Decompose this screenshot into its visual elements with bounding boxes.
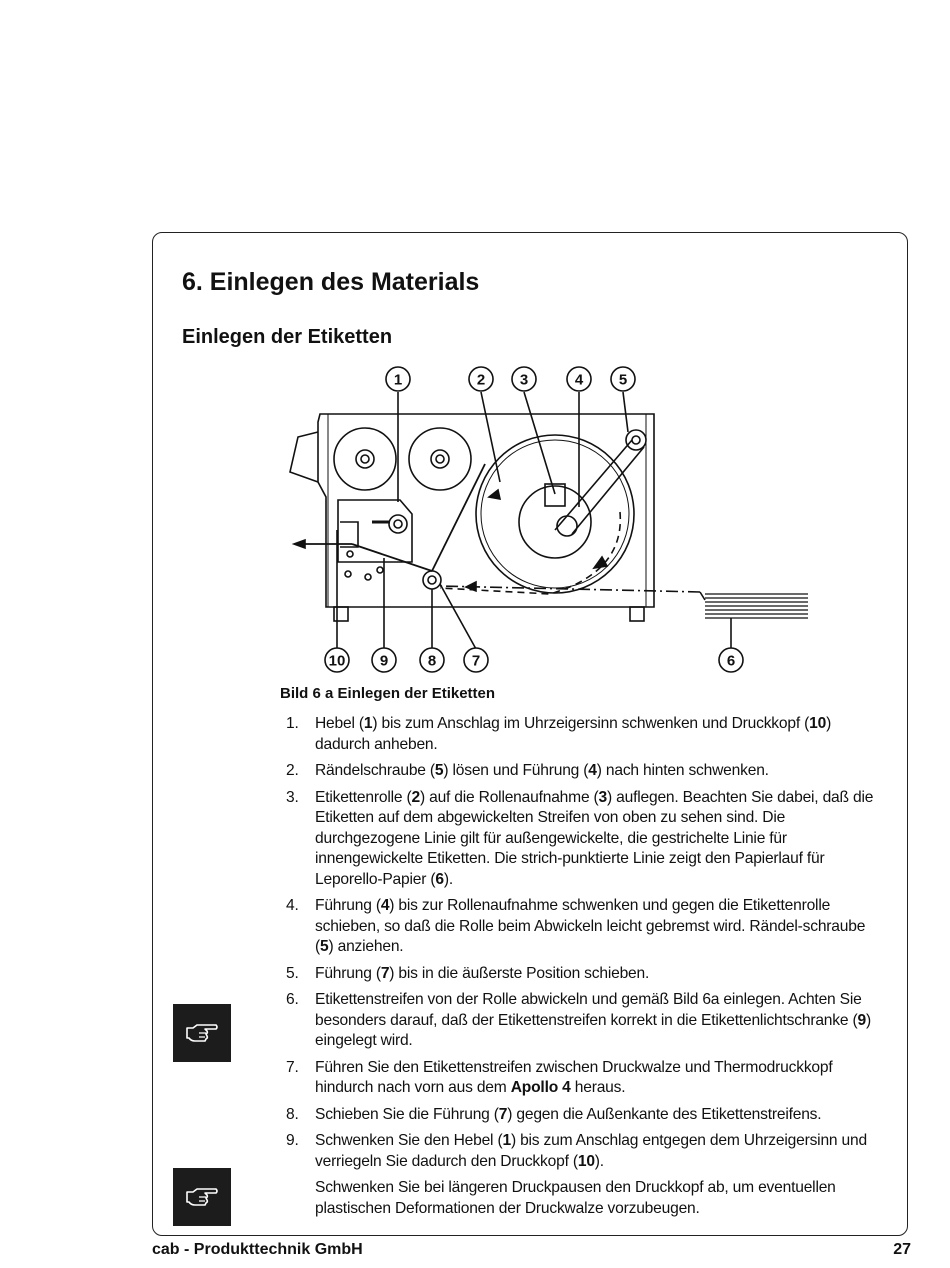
step-number: 5. — [286, 964, 299, 982]
step-number: 1. — [286, 715, 299, 732]
step-text: Führung (7) bis in die äußerste Position schieben. — [315, 964, 650, 982]
page-number: 27 — [893, 1241, 911, 1258]
svg-text:3: 3 — [519, 371, 529, 389]
step-number: 6. — [286, 991, 299, 1008]
callout-2 — [469, 367, 493, 391]
pointing-hand-icon — [173, 1168, 231, 1226]
step-number: 3. — [286, 788, 299, 806]
callout-5 — [611, 367, 635, 391]
svg-text:2: 2 — [476, 371, 486, 389]
svg-text:10: 10 — [328, 652, 346, 670]
svg-text:4: 4 — [574, 371, 584, 389]
step-text: Schieben Sie die Führung (7) gegen die Außenkante des Etikettenstreifens. — [315, 1105, 822, 1123]
svg-text:9: 9 — [379, 652, 389, 670]
svg-text:8: 8 — [427, 652, 437, 670]
svg-text:5: 5 — [618, 371, 628, 389]
callout-7 — [464, 648, 488, 672]
step-text: Schwenken Sie den Hebel (1) bis zum Anschlag entgegen dem Uhrzeigersinn und verriegeln Sie dadurch den Druckkopf (10). — [315, 1132, 867, 1170]
instruction-list — [286, 714, 886, 1219]
callout-6 — [719, 648, 743, 672]
subsection-title: Einlegen der Etiketten — [182, 326, 393, 348]
list-item — [286, 990, 886, 1052]
figure-caption: Bild 6 a Einlegen der Etiketten — [280, 685, 496, 702]
note-text: Schwenken Sie bei längeren Druckpausen den Druckkopf ab, um eventuellen plastischen Deformationen der Druckwalze vorzubeugen. — [315, 1179, 836, 1217]
callout-4 — [567, 367, 591, 391]
step-number: 8. — [286, 1105, 299, 1123]
svg-text:6: 6 — [726, 652, 736, 670]
step-text: Etikettenstreifen von der Rolle abwickeln und gemäß Bild 6a einlegen. Achten Sie besonders darauf, daß der Etikettenstreifen korrekt in die Etikettenlichtschranke (9) eingelegt wird. — [315, 991, 871, 1049]
callout-3 — [512, 367, 536, 391]
section-title: 6. Einlegen des Materials — [182, 268, 480, 296]
step-text: Etikettenrolle (2) auf die Rollenaufnahme (3) auflegen. Beachten Sie dabei, daß die Etiketten auf dem abgewickelten Streifen von oben zu sehen sind. Die durchgezogene Linie gilt für außengewickelte, die gestrichelte Linie für innengewickelte Etiketten. Die strich-punktierte Linie zeigt den Papierlauf für Leporello-Papier (6). — [315, 788, 874, 888]
callout-10 — [325, 648, 349, 672]
list-item — [286, 964, 886, 985]
list-item — [286, 1105, 886, 1126]
svg-text:7: 7 — [471, 652, 481, 670]
pointing-hand-icon — [173, 1004, 231, 1062]
step-text: Führen Sie den Etikettenstreifen zwischen Druckwalze und Thermodruckkopf hindurch nach vorn aus dem Apollo 4 heraus. — [315, 1058, 833, 1096]
step-text: Führung (4) bis zur Rollenaufnahme schwenken und gegen die Etikettenrolle schieben, so daß die Rolle beim Abwickeln leicht gebremst wird. Rändel-schraube (5) anziehen. — [315, 897, 866, 955]
step-number: 9. — [286, 1132, 299, 1149]
svg-text:1: 1 — [393, 371, 403, 389]
footer-company: cab - Produkttechnik GmbH — [152, 1241, 363, 1258]
list-item — [286, 761, 886, 782]
list-item — [286, 714, 886, 755]
step-text: Rändelschraube (5) lösen und Führung (4) nach hinten schwenken. — [315, 762, 769, 779]
step-text: Hebel (1) bis zum Anschlag im Uhrzeigersinn schwenken und Druckkopf (10) dadurch anheben. — [315, 715, 832, 753]
step-number: 2. — [286, 762, 299, 779]
step-number: 4. — [286, 897, 299, 914]
list-item — [286, 896, 886, 958]
step-number: 7. — [286, 1058, 299, 1076]
printer-diagram — [280, 362, 820, 682]
callout-9 — [372, 648, 396, 672]
list-item — [286, 1131, 886, 1172]
list-item — [286, 788, 886, 891]
list-item — [286, 1058, 886, 1099]
callout-8 — [420, 648, 444, 672]
callout-1 — [386, 367, 410, 391]
